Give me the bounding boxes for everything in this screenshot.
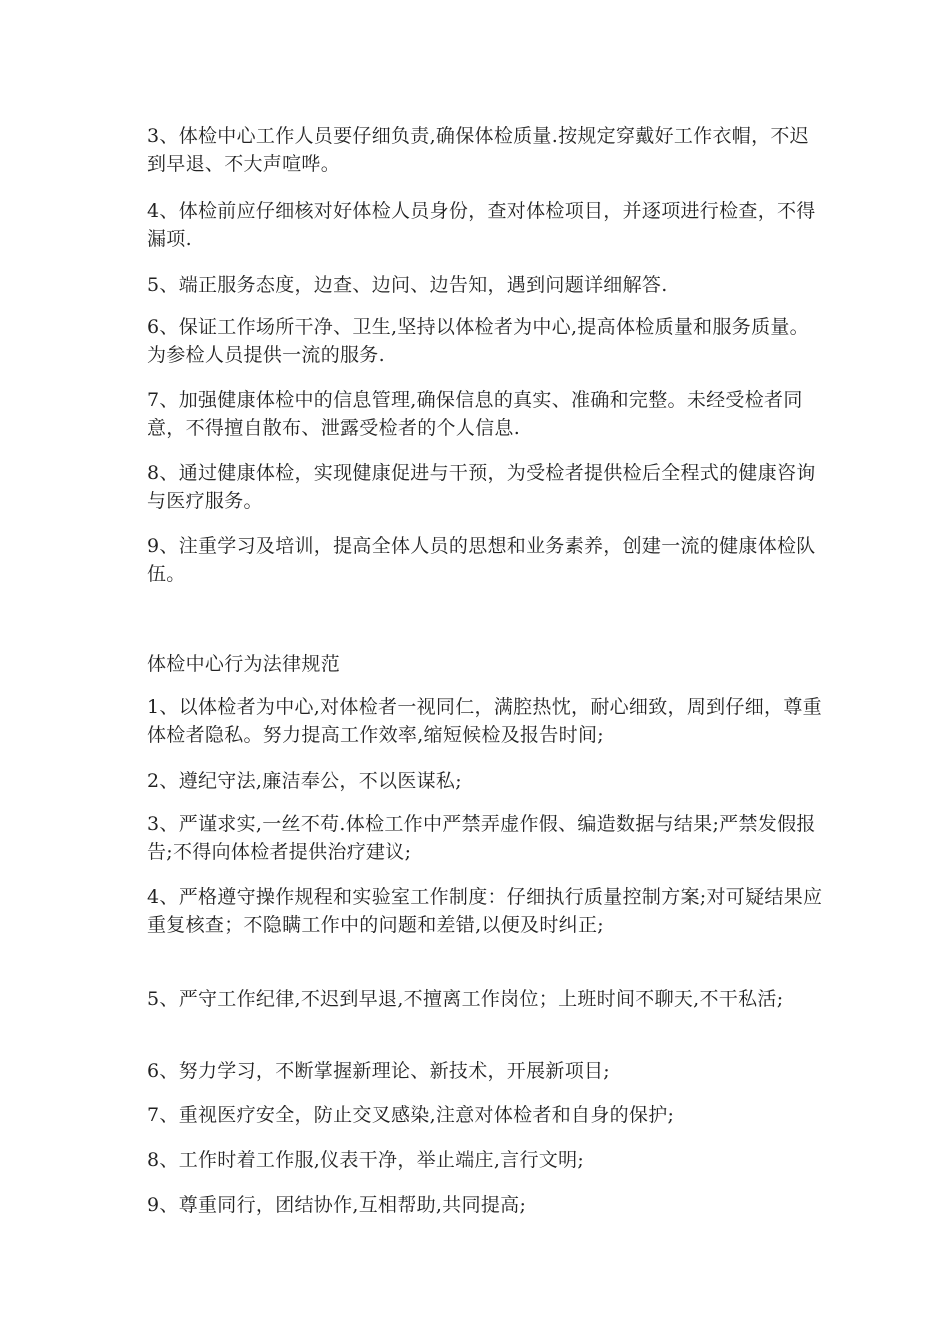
conduct-item-1: 1、以体检者为中心,对体检者一视同仁，满腔热忱，耐心细致，周到仔细，尊重体检者隐私。努力提高工作效率,缩短候检及报告时间; [147,696,822,746]
rule-item-3: 3、体检中心工作人员要仔细负责,确保体检质量.按规定穿戴好工作衣帽，不迟到早退、不大声喧哗。 [147,125,809,175]
conduct-item-6: 6、努力学习，不断掌握新理论、新技术，开展新项目; [147,1060,610,1082]
rule-item-5: 5、端正服务态度，边查、边问、边告知，遇到问题详细解答. [147,274,668,296]
conduct-item-9: 9、尊重同行，团结协作,互相帮助,共同提高; [147,1194,527,1216]
rule-item-8: 8、通过健康体检，实现健康促进与干预，为受检者提供检后全程式的健康咨询与医疗服务。 [147,462,816,512]
section-title: 体检中心行为法律规范 [147,653,341,675]
rule-item-4: 4、体检前应仔细核对好体检人员身份，查对体检项目，并逐项进行检查，不得漏项. [147,200,816,250]
conduct-item-3: 3、严谨求实,一丝不苟.体检工作中严禁弄虚作假、编造数据与结果;严禁发假报告;不得向体检者提供治疗建议; [147,813,816,863]
rule-item-9: 9、注重学习及培训，提高全体人员的思想和业务素养，创建一流的健康体检队伍。 [147,535,816,585]
rule-item-7: 7、加强健康体检中的信息管理,确保信息的真实、准确和完整。未经受检者同意，不得擅自散布、泄露受检者的个人信息. [147,389,803,439]
conduct-item-2: 2、遵纪守法,廉洁奉公，不以医谋私; [147,770,462,792]
conduct-item-5: 5、严守工作纪律,不迟到早退,不擅离工作岗位；上班时间不聊天,不干私活; [147,988,784,1010]
conduct-item-7: 7、重视医疗安全，防止交叉感染,注意对体检者和自身的保护; [147,1104,675,1126]
rule-item-6: 6、保证工作场所干净、卫生,坚持以体检者为中心,提高体检质量和服务质量。为参检人员提供一流的服务. [147,316,809,366]
conduct-item-4: 4、严格遵守操作规程和实验室工作制度：仔细执行质量控制方案;对可疑结果应重复核查；不隐瞒工作中的问题和差错,以便及时纠正; [147,886,823,936]
conduct-item-8: 8、工作时着工作服,仪表干净，举止端庄,言行文明; [147,1149,585,1171]
